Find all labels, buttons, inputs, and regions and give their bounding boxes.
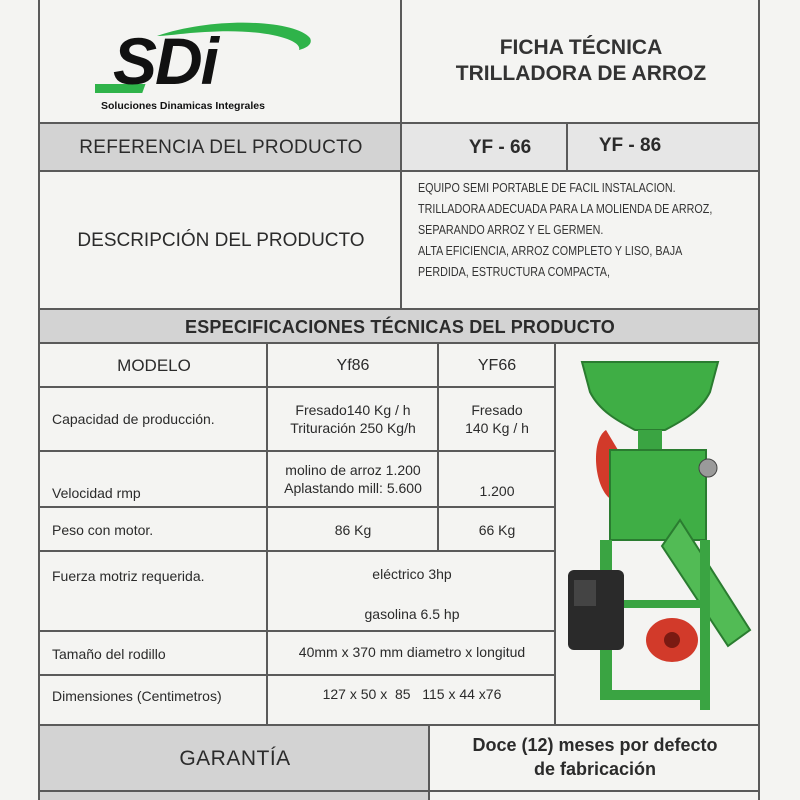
table-divider [554,344,556,726]
spec-label-weight: Peso con motor. [52,522,154,538]
reference-model-yf66: YF - 66 [468,137,532,158]
specs-title: ESPECIFICACIONES TÉCNICAS DEL PRODUCTO [185,316,615,337]
warranty-line-2: de fabricación [533,759,657,779]
table-divider [38,386,556,388]
spec-value: Trituración 250 Kg/h [290,420,416,436]
table-border-right [758,0,760,800]
reference-model-yf86: YF - 86 [598,135,662,156]
description-text [418,178,758,306]
table-divider [38,506,556,508]
table-divider [38,724,760,726]
table-divider [38,790,760,792]
table-divider [38,450,556,452]
brand-logo [95,14,325,118]
description-line: EQUIPO SEMI PORTABLE DE FACIL INSTALACION. [418,181,676,195]
table-divider [428,726,430,800]
spec-label-roller: Tamaño del rodillo [52,646,166,662]
specs-header-yf86: Yf86 [336,357,370,374]
table-divider [566,124,568,172]
spec-weight-yf66: 66 Kg [478,522,516,538]
table-divider [38,308,760,310]
spec-label-speed: Velocidad rmp [52,485,141,501]
description-line: SEPARANDO ARROZ Y EL GERMEN. [418,223,604,237]
spec-speed-yf86 [268,456,438,502]
spec-label-capacity: Capacidad de producción. [52,411,215,427]
table-divider [38,342,760,344]
spec-value: Fresado [471,402,523,418]
table-divider [400,0,402,310]
table-divider [38,122,760,124]
spec-roller-value: 40mm x 370 mm diametro x longitud [298,644,526,660]
spec-value: 140 Kg / h [465,420,529,436]
description-line: PERDIDA, ESTRUCTURA COMPACTA, [418,265,610,279]
spec-dimensions-value: 127 x 50 x 85 115 x 44 x76 [322,686,502,702]
description-line: ALTA EFICIENCIA, ARROZ COMPLETO Y LISO, BAJA [418,244,683,258]
warranty-text [430,730,760,784]
table-divider [38,550,556,552]
spec-label-dimensions: Dimensiones (Centimetros) [52,688,222,704]
rice-thresher-icon [560,350,756,722]
title-line-1: FICHA TÉCNICA [499,36,663,59]
warranty-label: GARANTÍA [179,747,291,770]
table-border-left [38,0,40,800]
table-divider [38,630,556,632]
reference-label: REFERENCIA DEL PRODUCTO [79,137,363,158]
spec-speed-yf66: 1.200 [479,483,515,499]
page-title [402,30,760,92]
specs-header-yf66: YF66 [477,357,517,374]
warranty-line-1: Doce (12) meses por defecto [472,735,718,755]
spec-capacity-yf66 [438,390,556,448]
spec-value: Aplastando mill: 5.600 [284,480,422,496]
logo-text: SDi [113,24,218,98]
spec-capacity-yf86 [268,390,438,448]
specs-header-model: MODELO [117,356,191,375]
logo-tagline: Soluciones Dinamicas Integrales [101,100,265,112]
title-line-2: TRILLADORA DE ARROZ [455,62,707,85]
spec-value: Fresado140 Kg / h [295,402,411,418]
description-label: DESCRIPCIÓN DEL PRODUCTO [77,230,365,251]
spec-value: molino de arroz 1.200 [285,462,421,478]
table-divider [266,344,268,726]
spec-label-power: Fuerza motriz requerida. [52,568,205,584]
table-divider [38,170,760,172]
table-divider [437,344,439,550]
machine-image [560,350,756,722]
spec-power-electric: eléctrico 3hp [372,566,452,582]
table-divider [38,674,556,676]
spec-weight-yf86: 86 Kg [334,522,372,538]
spec-power-gasoline: gasolina 6.5 hp [364,606,460,622]
description-line: TRILLADORA ADECUADA PARA LA MOLIENDA DE ARROZ, [418,202,713,216]
